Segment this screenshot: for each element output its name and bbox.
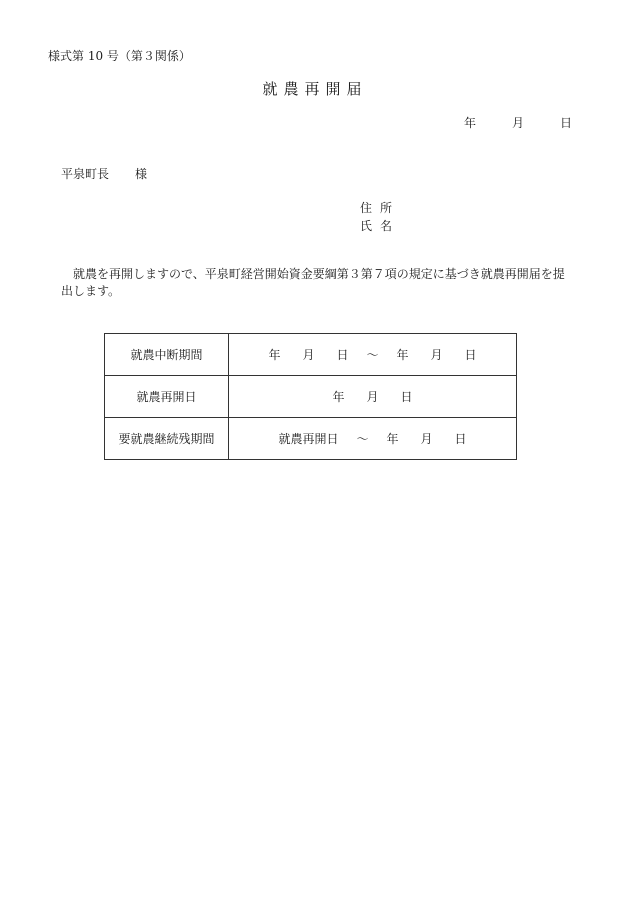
remaining-year: 年 — [386, 432, 399, 446]
name-label: 氏名 — [360, 219, 401, 233]
date-day-label: 日 — [559, 116, 572, 130]
table-row — [105, 376, 517, 418]
suspension-tilde: ～ — [366, 348, 379, 362]
suspension-end-day: 日 — [464, 348, 477, 362]
remaining-tilde: ～ — [356, 432, 369, 446]
table-row — [105, 334, 517, 376]
remaining-period-value — [229, 418, 517, 460]
row-label-resumption-date: 就農再開日 — [105, 376, 229, 418]
remaining-day: 日 — [454, 432, 467, 446]
row-label-suspension-period: 就農中断期間 — [105, 334, 229, 376]
date-month-label: 月 — [511, 116, 524, 130]
document-title: 就農再開届 — [262, 80, 368, 98]
table-row — [105, 418, 517, 460]
resumption-info-table — [104, 333, 517, 460]
form-number: 様式第 10 号（第３関係） — [48, 49, 191, 63]
suspension-end-year: 年 — [396, 348, 409, 362]
submission-date-line — [464, 114, 572, 131]
addressee — [61, 165, 147, 182]
address-label: 住所 — [360, 201, 401, 215]
date-year-label: 年 — [463, 116, 476, 130]
remaining-start: 就農再開日 — [278, 432, 339, 446]
suspension-period-value — [229, 334, 517, 376]
remaining-month: 月 — [420, 432, 433, 446]
suspension-start-day: 日 — [336, 348, 349, 362]
addressee-honorific: 様 — [135, 167, 148, 181]
resumption-day: 日 — [400, 390, 413, 404]
resumption-year: 年 — [332, 390, 345, 404]
resumption-month: 月 — [366, 390, 379, 404]
suspension-start-month: 月 — [302, 348, 315, 362]
row-label-remaining-period: 要就農継続残期間 — [105, 418, 229, 460]
suspension-start-year: 年 — [268, 348, 281, 362]
suspension-end-month: 月 — [430, 348, 443, 362]
body-statement: 就農を再開しますので、平泉町経営開始資金要綱第３第７項の規定に基づき就農再開届を提出します。 — [61, 267, 565, 298]
addressee-name: 平泉町長 — [61, 167, 110, 181]
resumption-date-value — [229, 376, 517, 418]
